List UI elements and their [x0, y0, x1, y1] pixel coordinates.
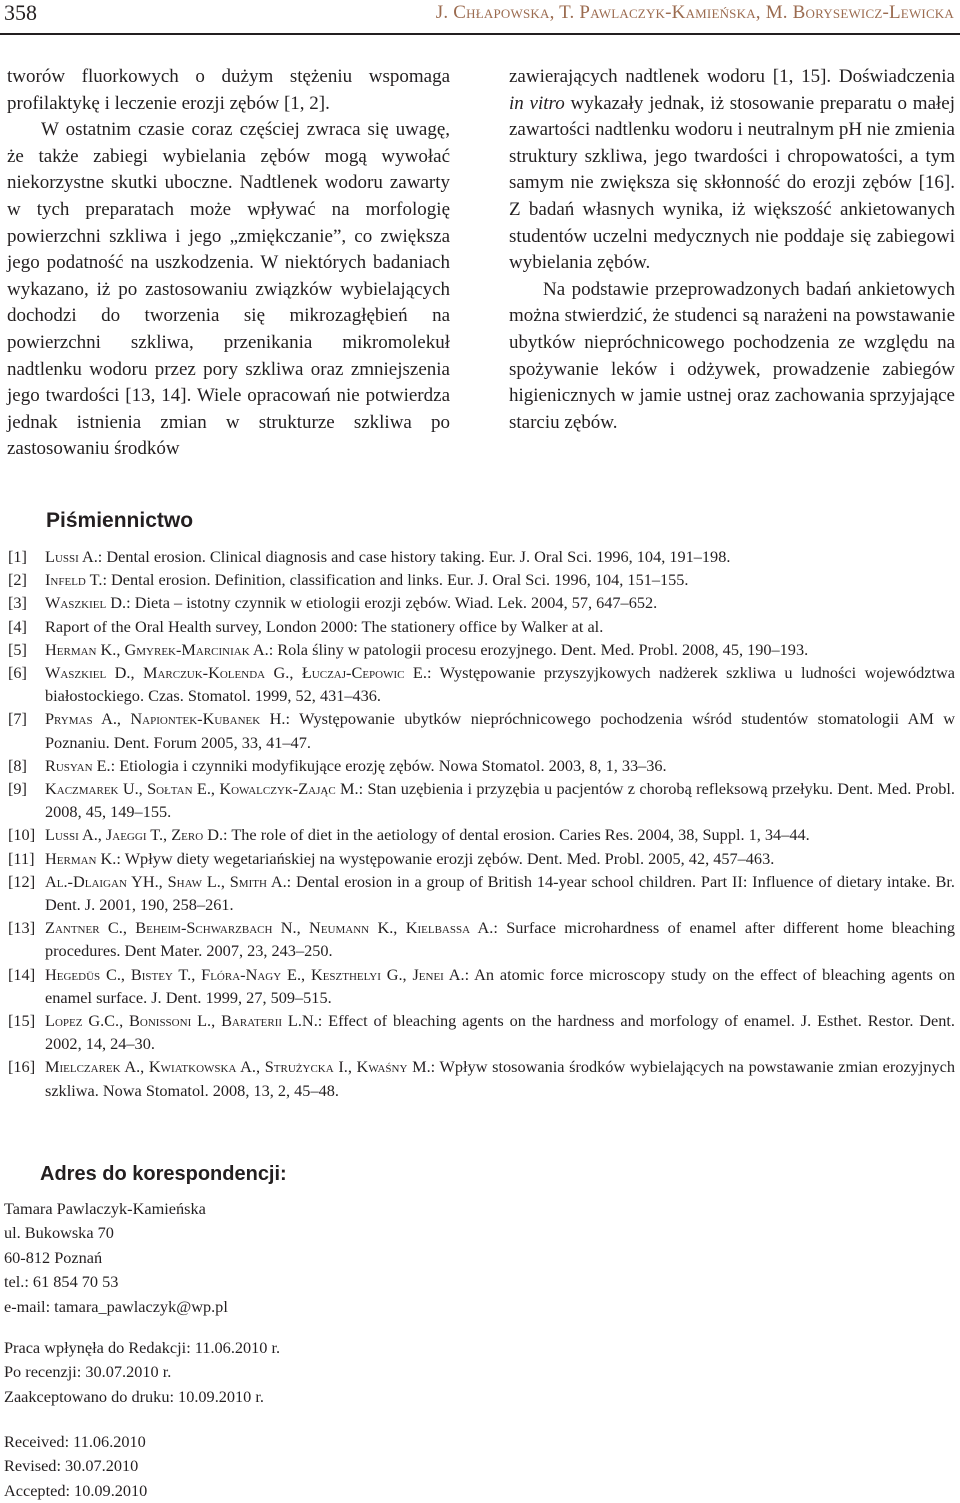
reference-citation: : Dental erosion in a group of British 14-year school children. Part II: Influence of dietary intake. Br. Dent. J. 2001, 190, 258–261.: [45, 871, 955, 915]
reference-item: [8, 707, 955, 753]
date-line: Zaakceptowano do druku: 10.09.2010 r.: [4, 1386, 264, 1406]
date-line: Received: 11.06.2010: [4, 1432, 146, 1451]
reference-text: [45, 545, 955, 568]
reference-number: [16]: [8, 1057, 36, 1077]
reference-citation: : The role of diet in the aetiology of dental erosion. Caries Res. 2004, 38, Suppl. 1, 34–44.: [223, 825, 810, 845]
reference-item: [8, 870, 955, 916]
reference-number: [3]: [8, 593, 27, 613]
reference-item: [8, 545, 955, 568]
address-line: e-mail: tamara_pawlaczyk@wp.pl: [4, 1296, 228, 1316]
reference-citation: : Stan uzębienia i przyzębia u pacjentów z chorobą refleksową przełyku. Dent. Med. Probl. 2008, 45, 149–155.: [45, 779, 956, 822]
reference-number: [7]: [8, 709, 27, 729]
reference-authors: Herman K., Gmyrek-Marciniak A.: [45, 639, 269, 659]
reference-number: [11]: [8, 848, 35, 868]
reference-text: [45, 615, 955, 638]
reference-number: [2]: [8, 570, 27, 590]
reference-authors: Lussi A.: [45, 547, 98, 566]
reference-number: [9]: [8, 779, 27, 799]
reference-authors: Mielczarek A., Kwiatkowska A., Strużycka I., Kwaśny M.: [45, 1057, 431, 1077]
reference-citation: : Występowanie przyszyjkowych nadżerek szkliwa u ludności województwa białostockiego. Czas. Stomatol. 1999, 52, 431–436.: [45, 663, 955, 706]
reference-citation: : Wpływ diety wegetariańskiej na występowanie erozji zębów. Dent. Med. Probl. 2005, 42, 457–463.: [116, 848, 775, 868]
reference-number: [14]: [8, 964, 36, 984]
header-rule: [0, 33, 960, 35]
reference-item: [8, 661, 955, 707]
reference-number: [6]: [8, 663, 27, 683]
reference-authors: Rusyan E.: [45, 755, 111, 775]
reference-number: [5]: [8, 639, 27, 659]
reference-item: [8, 615, 955, 638]
reference-item: [8, 823, 955, 846]
reference-citation: : Rola śliny w patologii procesu erozyjnego. Dent. Med. Probl. 2008, 45, 190–193.: [268, 639, 809, 659]
reference-authors: Herman K.: [45, 848, 117, 868]
reference-authors: Prymas A., Napiontek-Kubanek H.: [45, 709, 286, 729]
address-line: 60-812 Poznań: [4, 1247, 103, 1267]
reference-item: [8, 1055, 955, 1101]
reference-item: [8, 568, 955, 591]
reference-text: [45, 638, 955, 661]
address-block: [4, 1197, 228, 1319]
reference-citation: : Dieta – istotny czynnik w etiologii erozji zębów. Wiad. Lek. 2004, 57, 647–652.: [126, 593, 658, 613]
reference-item: [8, 777, 955, 823]
date-line: Praca wpłynęła do Redakcji: 11.06.2010 r.: [4, 1338, 281, 1357]
reference-authors: Waszkiel D., Marczuk-Kolenda G., Łuczaj-Cepowic E.: [45, 663, 427, 683]
reference-citation: : Wpływ stosowania środków wybielających na powstawanie zmian erozyjnych szkliwa. Nowa Stomatol. 2008, 13, 2, 45–48.: [45, 1057, 955, 1100]
reference-text: [45, 847, 955, 870]
reference-text: [45, 963, 955, 1009]
text-span: wykazały jednak, iż stosowanie preparatu o małej zawartości nadtlenku wodoru i neutralnym pH nie zmienia struktury szkliwa, jego twardości i chropowatości, a tym samym nie zwiększa się skłonność do erozji zębów [16]. Z badań własnych wynika, iż większość ankietowanych studentów uczelni medycznych nie poddaje się zabiegowi wybielania zębów.: [509, 92, 955, 274]
address-line: tel.: 61 854 70 53: [4, 1272, 119, 1292]
running-title: J. Chłapowska, T. Pawlaczyk-Kamieńska, M. Borysewicz-Lewicka: [435, 2, 954, 23]
reference-text: [45, 754, 955, 777]
reference-text: [45, 1009, 955, 1055]
page-number: 358: [4, 0, 37, 25]
date-line: Revised: 30.07.2010: [4, 1456, 139, 1476]
reference-number: [13]: [8, 918, 36, 938]
date-line: Accepted: 10.09.2010: [4, 1480, 148, 1500]
reference-authors: Kaczmarek U., Sołtan E., Kowalczyk-Zając M.: [45, 779, 359, 799]
date-line: Po recenzji: 30.07.2010 r.: [4, 1362, 172, 1382]
right-column: [509, 64, 955, 436]
reference-authors: Lussi A., Jaeggi T., Zero D.: [45, 825, 224, 845]
address-line: Tamara Pawlaczyk-Kamieńska: [4, 1199, 206, 1218]
reference-authors: Zantner C., Beheim-Schwarzbach N., Neumann K., Kielbassa A.: [45, 918, 494, 938]
reference-number: [8]: [8, 755, 27, 775]
reference-authors: Al.-Dlaigan YH., Shaw L., Smith A.: [45, 871, 287, 891]
reference-number: [10]: [8, 825, 36, 845]
reference-authors: Lopez G.C., Bonissoni L., Baraterii L.N.: [45, 1011, 318, 1031]
reference-citation: : An atomic force microscopy study on the effect of bleaching agents on enamel surface. J. Dent. 1999, 27, 509–515.: [45, 964, 955, 1007]
italic-term: in vitro: [509, 92, 565, 114]
reference-list: [8, 545, 955, 1102]
paragraph: Na podstawie przeprowadzonych badań ankietowych można stwierdzić, że studenci są narażeni na powstawanie ubytków niepróchnicowego pochodzenia ze względu na spożywanie leków i odżywek, prowadzenie zabiegów higienicznych w jamie ustnej oraz zachowania sprzyjające starciu zębów.: [509, 278, 955, 433]
reference-item: [8, 963, 955, 1009]
page-header: [0, 0, 960, 34]
reference-citation: : Etiologia i czynniki modyfikujące erozję zębów. Nowa Stomatol. 2003, 8, 1, 33–36.: [110, 755, 667, 775]
paragraph: W ostatnim czasie coraz częściej zwraca się uwagę, że także zabiegi wybielania zębów mogą wywołać niekorzystne skutki uboczne. Nadtlenek wodoru zawarty w tych preparatach może wpływać na morfologię powierzchni szkliwa i jego „zmiękczanie”, co zwiększa jego podatność na uszkodzenia. W niektórych badaniach wykazano, iż po zastosowaniu związków wybielających dochodzi do tworzenia się mikrozagłębień na powierzchni szkliwa, przenikania mikromolekuł nadtlenku wodoru przez pory szkliwa oraz zmniejszenia jego twardości [13, 14]. Wiele opracowań nie potwierdza jednak istnienia zmian w strukturze szkliwa po zastosowaniu środków: [7, 119, 450, 460]
reference-number: [1]: [8, 547, 27, 566]
reference-authors: Waszkiel D.: [45, 593, 127, 613]
reference-text: [45, 661, 955, 707]
paragraph: [509, 64, 955, 277]
reference-item: [8, 1009, 955, 1055]
address-line: ul. Bukowska 70: [4, 1223, 114, 1243]
reference-text: [45, 1055, 955, 1101]
reference-text: [45, 823, 955, 846]
reference-citation: : Surface microhardness of enamel after different home bleaching procedures. Dent Mater. 2007, 23, 243–250.: [45, 918, 955, 961]
reference-text: [45, 568, 955, 591]
reference-authors: Infeld T.: [45, 570, 103, 590]
reference-item: [8, 916, 955, 962]
reference-citation: : Występowanie ubytków niepróchnicowego pochodzenia wśród studentów stomatologii AM w Poznaniu. Dent. Forum 2005, 33, 41–47.: [45, 709, 955, 752]
left-column: [7, 64, 450, 463]
reference-number: [12]: [8, 871, 36, 891]
reference-text: [45, 916, 955, 962]
paragraph: tworów fluorkowych o dużym stężeniu wspomaga profilaktykę i leczenie erozji zębów [1, 2].: [7, 66, 450, 114]
reference-number: [15]: [8, 1011, 36, 1031]
reference-authors: Hegedüs C., Bistey T., Flóra-Nagy E., Keszthelyi G., Jenei A.: [45, 964, 465, 984]
reference-text: [45, 870, 955, 916]
dates-en: [4, 1430, 147, 1503]
reference-item: [8, 591, 955, 614]
reference-citation: : Dental erosion. Clinical diagnosis and case history taking. Eur. J. Oral Sci. 1996, 104, 191–198.: [97, 547, 731, 566]
reference-text: [45, 591, 955, 614]
reference-text: [45, 777, 955, 823]
reference-item: [8, 847, 955, 870]
dates-pl: [4, 1336, 280, 1409]
reference-citation: : Effect of bleaching agents on the hardness and morfology of enamel. J. Esthet. Restor. Dent. 2002, 14, 24–30.: [45, 1011, 955, 1054]
reference-citation: Raport of the Oral Health survey, London 2000: The stationery office by Walker at al.: [45, 616, 604, 636]
reference-citation: : Dental erosion. Definition, classification and links. Eur. J. Oral Sci. 1996, 104, 151–155.: [102, 570, 689, 590]
address-heading: Adres do korespondencji:: [40, 1163, 287, 1185]
references-heading: Piśmiennictwo: [46, 509, 194, 532]
reference-item: [8, 754, 955, 777]
reference-text: [45, 707, 955, 753]
text-span: zawierających nadtlenek wodoru [1, 15]. Doświadczenia: [509, 66, 955, 87]
reference-item: [8, 638, 955, 661]
reference-number: [4]: [8, 616, 27, 636]
